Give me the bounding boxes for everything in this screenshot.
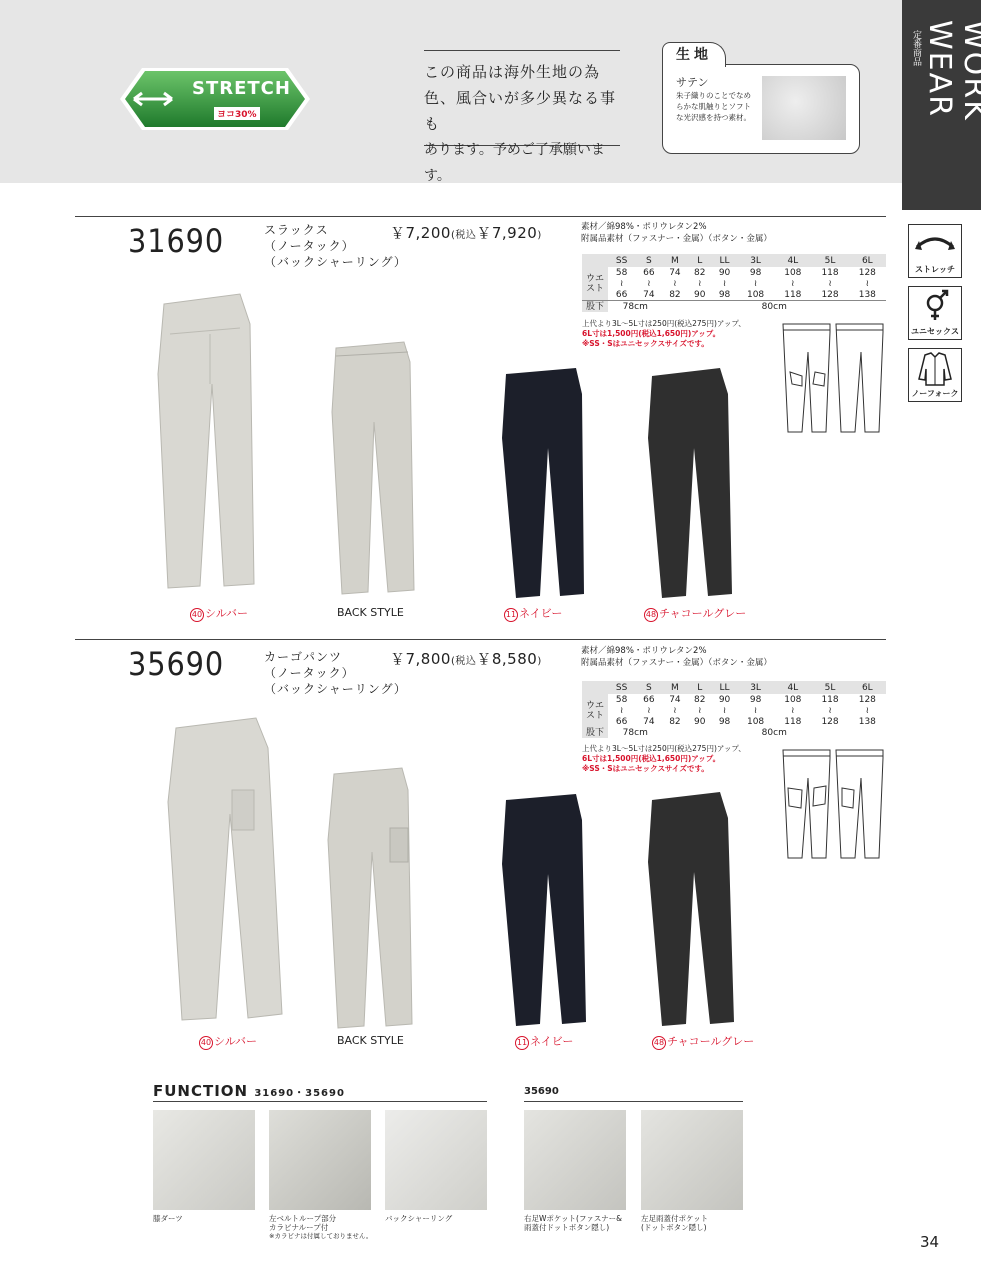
waist-max: 74 (643, 289, 655, 300)
product-name-line: スラックス (264, 223, 329, 237)
caption-line: 膝ダーツ (153, 1214, 183, 1223)
technical-drawing (780, 322, 886, 434)
function-photo-carabiner-loop (269, 1110, 371, 1210)
color-name: シルバー (205, 607, 248, 620)
waist-min: 108 (784, 267, 802, 278)
color-label (644, 605, 746, 622)
side-tab-sub: 定番商品 (911, 30, 921, 66)
waist-min: 108 (784, 694, 802, 705)
price-tax-label: (税込 (450, 230, 477, 241)
waist-min: 66 (643, 267, 655, 278)
color-name: ネイビー (530, 1035, 574, 1048)
product-code: 35690 (128, 645, 225, 683)
inseam-ss: 78cm (622, 727, 648, 738)
pants-photo-navy (496, 368, 588, 600)
waist-row-label: ウエスト (582, 694, 608, 727)
function-codes: 31690・35690 (254, 1088, 345, 1099)
size-header: S (635, 254, 662, 267)
size-header: 6L (849, 681, 886, 694)
size-notes (582, 319, 746, 349)
function-photo-knee-dart (153, 1110, 255, 1210)
product-price (390, 648, 542, 669)
caption-line: 右足Wポケット(ファスナー& (524, 1214, 623, 1223)
color-label (504, 605, 562, 622)
technical-drawing (780, 748, 886, 860)
inseam-rest: 80cm (761, 727, 787, 738)
function-caption (153, 1214, 183, 1223)
waist-max: 108 (746, 716, 765, 727)
cargo-photo-navy (496, 794, 590, 1028)
size-header: 5L (811, 681, 848, 694)
color-label (652, 1033, 754, 1050)
waist-max: 90 (694, 716, 706, 727)
color-name: チャコールグレー (667, 1035, 755, 1048)
inseam-label: 股下 (582, 301, 608, 313)
material-line: 素材／綿98%・ポリウレタン2% (581, 222, 707, 232)
waist-max: 82 (669, 716, 681, 727)
function-photo-back-shirring (385, 1110, 487, 1210)
waist-max: 118 (784, 289, 802, 300)
fabric-swatch (762, 76, 846, 140)
size-header: SS (608, 681, 635, 694)
stretch-arrow-icon (909, 225, 961, 261)
notice-line: あります。予めご了承願います。 (424, 142, 605, 184)
size-header: 4L (774, 681, 811, 694)
waist-min: 98 (749, 267, 762, 278)
note-line: 6L寸は1,500円(税込1,650円)アップ。 (582, 754, 721, 763)
function-caption (269, 1214, 372, 1241)
size-header: SS (608, 254, 635, 267)
size-header: M (663, 254, 688, 267)
note-line: ※SS・Sはユニセックスサイズです。 (582, 339, 709, 348)
unisex-icon (909, 287, 961, 323)
waist-min: 128 (858, 694, 876, 705)
function-rule (524, 1101, 743, 1102)
inseam-ss: 78cm (622, 301, 648, 312)
stretch-feature-icon (908, 224, 962, 278)
color-name: シルバー (214, 1035, 257, 1048)
waist-max: 98 (718, 289, 731, 300)
price-tax: ￥8,580 (476, 650, 538, 668)
caption-line: 左足雨蓋付ポケット (641, 1214, 709, 1223)
inseam-rest: 80cm (761, 301, 787, 312)
back-style-label: BACK STYLE (337, 606, 404, 619)
color-number: 11 (515, 1036, 529, 1050)
color-number: 40 (199, 1036, 213, 1050)
waist-min: 118 (821, 267, 839, 278)
product-code: 31690 (128, 222, 225, 260)
material-info (581, 221, 772, 245)
product-name-line: （バックシャーリング） (264, 682, 407, 696)
note-line: ※SS・Sはユニセックスサイズです。 (582, 764, 709, 773)
feature-icon-label: ストレッチ (915, 265, 955, 274)
waist-min: 66 (643, 694, 655, 705)
pants-photo-silver-front (150, 294, 262, 594)
unisex-feature-icon (908, 286, 962, 340)
norfolk-feature-icon (908, 348, 962, 402)
waist-max: 82 (669, 289, 681, 300)
color-label (190, 605, 248, 622)
cargo-photo-silver-back (324, 768, 418, 1030)
waist-min: 74 (669, 267, 681, 278)
size-header: LL (712, 254, 737, 267)
waist-max: 90 (694, 289, 706, 300)
function-caption (385, 1214, 452, 1223)
waist-min: 82 (694, 267, 706, 278)
norfolk-jacket-icon (909, 349, 961, 387)
function-rule (153, 1101, 487, 1102)
size-header: LL (712, 681, 737, 694)
side-tab (902, 0, 992, 210)
fabric-description: 朱子織りのことでなめらかな肌触りとソフトな光沢感を持つ素材。 (676, 91, 751, 122)
waist-max: 108 (746, 289, 765, 300)
price-base: ￥7,200 (390, 224, 451, 242)
function-code-35690: 35690 (524, 1086, 559, 1097)
section-rule (75, 639, 886, 640)
size-notes (582, 744, 746, 774)
product-name-line: （バックシャーリング） (264, 255, 407, 269)
side-tab-title: WORK WEAR (922, 20, 992, 122)
waist-max: 98 (718, 716, 731, 727)
color-number: 11 (504, 608, 518, 622)
pants-photo-silver-back (328, 342, 420, 598)
size-header: L (687, 681, 712, 694)
size-table: SS S M L LL 3L 4L 5L 6L ウエスト 58 66 74 82 90 98 108 118 128 ≀ ≀ ≀ ≀ ≀ ≀ ≀ ≀ ≀ 66 74 82 90 98 108 118 128 138 股下 78cm 80cm (582, 681, 886, 738)
caption-line: ※カラビナは付属しておりません。 (269, 1232, 373, 1240)
stretch-badge-sub: ヨコ30% (214, 107, 260, 120)
function-photo-right-pocket (524, 1110, 626, 1210)
price-tax: ￥7,920 (476, 224, 538, 242)
size-header: M (663, 681, 688, 694)
notice-line: この商品は海外生地の為 (424, 63, 601, 81)
waist-min: 58 (615, 694, 628, 705)
caption-line: 雨蓋付ドットボタン隠し) (524, 1223, 610, 1232)
waist-min: 74 (669, 694, 681, 705)
waist-min: 118 (821, 694, 839, 705)
material-line: 素材／綿98%・ポリウレタン2% (581, 646, 707, 656)
waist-max: 66 (615, 716, 628, 727)
waist-max: 66 (615, 289, 628, 300)
note-line: 上代より3L～5L寸は250円(税込275円)アップ、 (582, 319, 746, 328)
color-number: 40 (190, 608, 204, 622)
price-base: ￥7,800 (390, 650, 451, 668)
waist-max: 128 (821, 716, 839, 727)
product-name (264, 222, 407, 270)
waist-min: 90 (718, 267, 731, 278)
section-rule (75, 216, 886, 217)
product-name (264, 649, 407, 697)
function-title (153, 1082, 345, 1100)
color-label (515, 1033, 573, 1050)
note-line: 上代より3L～5L寸は250円(税込275円)アップ、 (582, 744, 746, 753)
material-line: 附属品素材（ファスナー・金属）（ボタン・金属） (581, 234, 772, 244)
cargo-photo-charcoal (640, 792, 740, 1028)
size-header: L (687, 254, 712, 267)
waist-min: 90 (718, 694, 731, 705)
cargo-photo-silver-front (160, 718, 288, 1026)
caption-line: 左ベルトループ部分 (269, 1214, 337, 1223)
waist-max: 74 (643, 716, 655, 727)
stretch-badge-label: STRETCH (192, 78, 291, 99)
caption-line: バックシャーリング (385, 1214, 453, 1223)
material-info (581, 645, 772, 669)
size-header: S (635, 681, 662, 694)
caption-line: カラビナループ付 (269, 1223, 329, 1232)
size-header: 5L (811, 254, 848, 267)
color-label (199, 1033, 257, 1050)
color-number: 48 (644, 608, 658, 622)
caption-line: (ドットボタン隠し) (641, 1223, 707, 1232)
price-tax-label: (税込 (450, 656, 477, 667)
size-header: 6L (849, 254, 886, 267)
inseam-label: 股下 (582, 727, 608, 738)
waist-min: 128 (858, 267, 876, 278)
function-title-text: FUNCTION (153, 1082, 249, 1100)
feature-icon-label: ユニセックス (911, 327, 959, 336)
back-style-label: BACK STYLE (337, 1034, 404, 1047)
fabric-tab: 生地 (662, 42, 726, 67)
product-name-line: カーゴパンツ (264, 650, 343, 664)
waist-max: 138 (858, 716, 876, 727)
waist-min: 98 (749, 694, 762, 705)
waist-min: 82 (694, 694, 706, 705)
waist-max: 138 (858, 289, 876, 300)
waist-max: 118 (784, 716, 802, 727)
size-header: 3L (737, 254, 774, 267)
color-number: 48 (652, 1036, 666, 1050)
product-name-line: （ノータック） (264, 666, 355, 680)
size-table: SS S M L LL 3L 4L 5L 6L ウエスト 58 66 74 82 90 98 108 118 128 ≀ ≀ ≀ ≀ ≀ ≀ ≀ ≀ ≀ 66 74 82 90 98 108 118 128 138 股下 78cm 80cm (582, 254, 886, 312)
color-name: ネイビー (519, 607, 563, 620)
product-price (390, 222, 542, 243)
page-number: 34 (920, 1233, 940, 1251)
waist-max: 128 (821, 289, 839, 300)
waist-min: 58 (615, 267, 628, 278)
function-photo-left-pocket (641, 1110, 743, 1210)
pants-photo-charcoal (640, 368, 740, 600)
feature-icon-label: ノーフォーク (911, 389, 959, 398)
product-name-line: （ノータック） (264, 239, 355, 253)
function-caption (641, 1214, 708, 1232)
function-caption (524, 1214, 622, 1232)
material-line: 附属品素材（ファスナー・金属）（ボタン・金属） (581, 658, 772, 668)
notice-line: 色、風合いが多少異なる事も (424, 89, 617, 133)
price-close: ) (537, 230, 542, 241)
size-header: 4L (774, 254, 811, 267)
price-close: ) (537, 656, 542, 667)
fabric-name: サテン (676, 76, 709, 89)
waist-row-label: ウエスト (582, 267, 608, 301)
notice-box (424, 50, 620, 184)
size-header: 3L (737, 681, 774, 694)
color-name: チャコールグレー (659, 607, 747, 620)
note-line: 6L寸は1,500円(税込1,650円)アップ。 (582, 329, 721, 338)
